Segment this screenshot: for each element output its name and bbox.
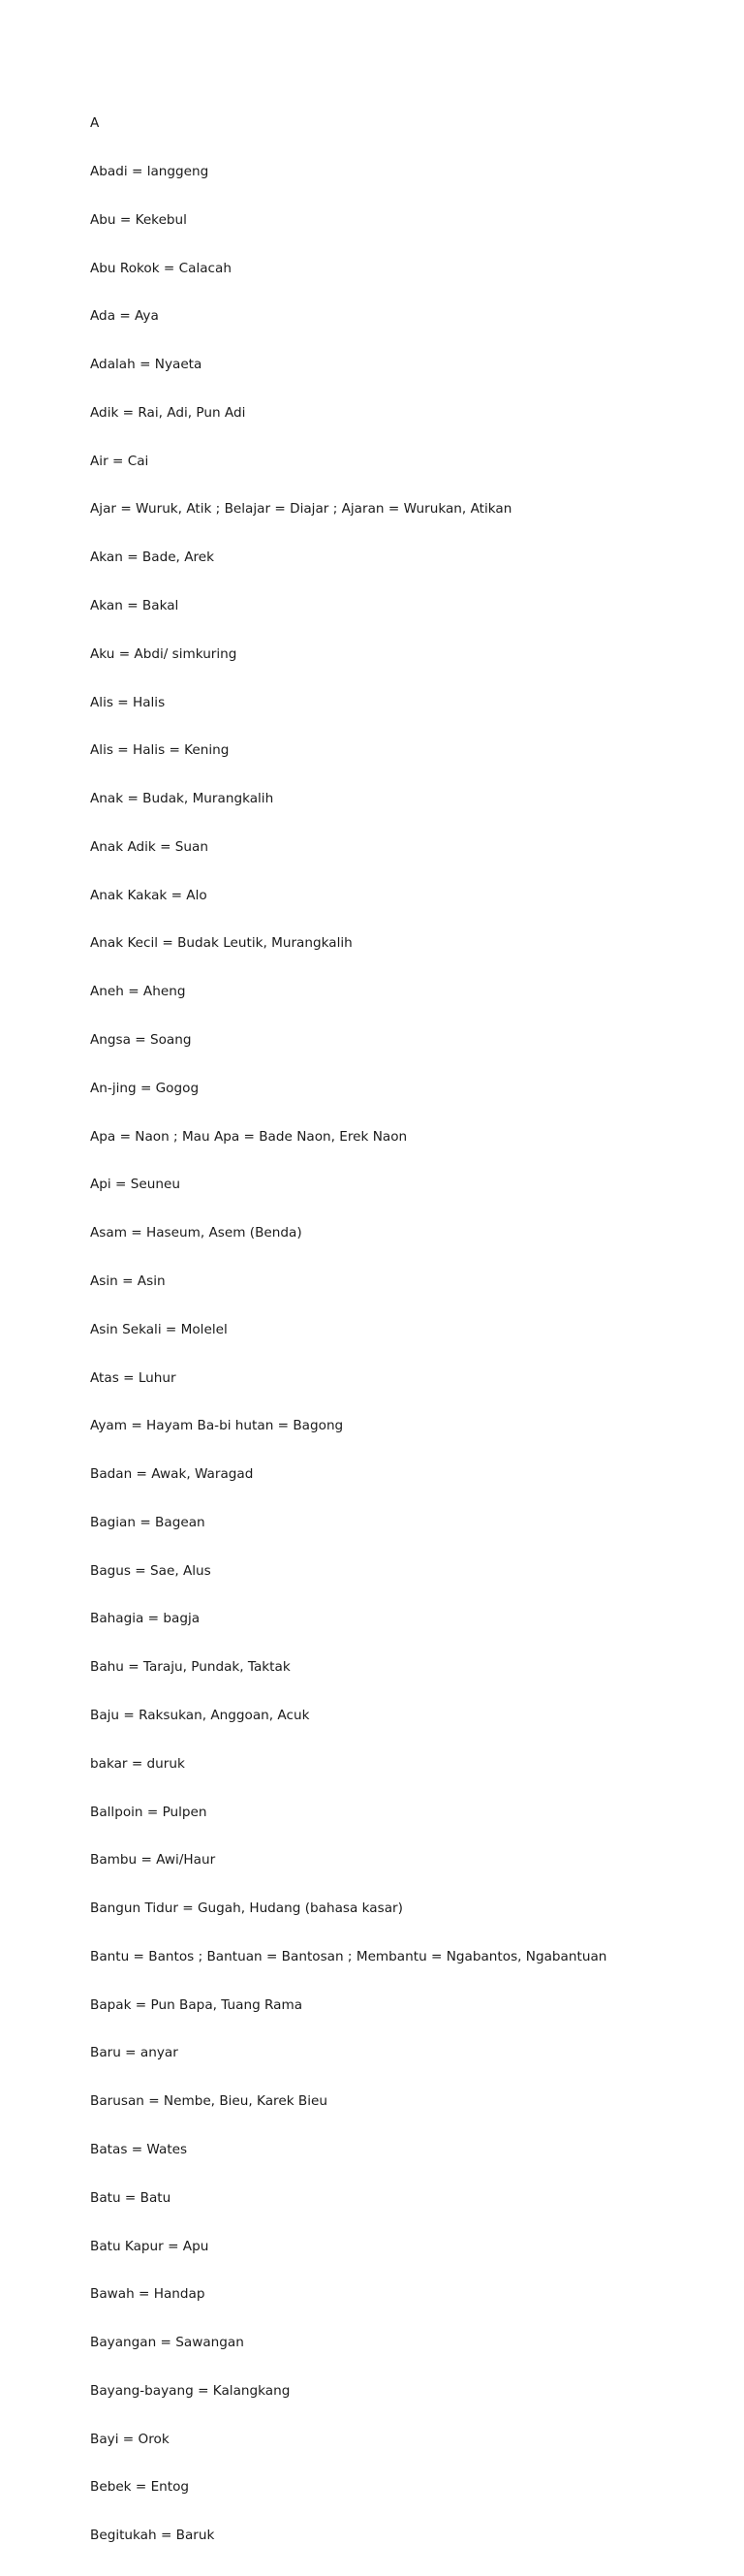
dictionary-entry: Bayangan = Sawangan <box>90 2335 244 2351</box>
dictionary-entry: Ajar = Wuruk, Atik ; Belajar = Diajar ; Ajaran = Wurukan, Atikan <box>90 501 512 518</box>
dictionary-entry: Apa = Naon ; Mau Apa = Bade Naon, Erek Naon <box>90 1128 408 1145</box>
dictionary-entry: An-jing = Gogog <box>90 1080 200 1096</box>
dictionary-entry: Bahu = Taraju, Pundak, Taktak <box>90 1659 291 1676</box>
dictionary-entry: Asin Sekali = Molelel <box>90 1321 228 1337</box>
dictionary-entry: Baru = anyar <box>90 2045 178 2061</box>
dictionary-entry: Bagus = Sae, Alus <box>90 1562 211 1579</box>
dictionary-entry: Baju = Raksukan, Anggoan, Acuk <box>90 1707 310 1723</box>
dictionary-entry: Adalah = Nyaeta <box>90 357 202 373</box>
dictionary-entry: Batu Kapur = Apu <box>90 2238 209 2254</box>
dictionary-entry: Bapak = Pun Bapa, Tuang Rama <box>90 1996 303 2013</box>
dictionary-entry: Api = Seuneu <box>90 1177 180 1193</box>
dictionary-entry: Abu = Kekebul <box>90 211 187 228</box>
dictionary-entry: Air = Cai <box>90 453 149 469</box>
dictionary-entry: Badan = Awak, Waragad <box>90 1466 254 1483</box>
dictionary-entry: Akan = Bade, Arek <box>90 550 215 566</box>
dictionary-entry: Begitukah = Baruk <box>90 2528 215 2544</box>
dictionary-entry: Barusan = Nembe, Bieu, Karek Bieu <box>90 2093 327 2110</box>
dictionary-entry: Angsa = Soang <box>90 1032 192 1049</box>
dictionary-entry: Aku = Abdi/ simkuring <box>90 645 237 662</box>
dictionary-entry: Asam = Haseum, Asem (Benda) <box>90 1225 302 1241</box>
dictionary-entry: Bayang-bayang = Kalangkang <box>90 2382 291 2399</box>
dictionary-entry: Ballpoin = Pulpen <box>90 1804 207 1820</box>
dictionary-entry: Bangun Tidur = Gugah, Hudang (bahasa kasar) <box>90 1901 403 1917</box>
dictionary-entry: Abadi = langgeng <box>90 163 209 179</box>
dictionary-entry: Atas = Luhur <box>90 1369 176 1386</box>
dictionary-entry: Alis = Halis <box>90 694 166 710</box>
dictionary-entry: Anak = Budak, Murangkalih <box>90 791 274 807</box>
dictionary-entry: Batu = Batu <box>90 2189 171 2206</box>
dictionary-entry: Adik = Rai, Adi, Pun Adi <box>90 404 246 421</box>
dictionary-entry: Bantu = Bantos ; Bantuan = Bantosan ; Membantu = Ngabantos, Ngabantuan <box>90 1948 607 1964</box>
dictionary-entry: Alis = Halis = Kening <box>90 742 230 759</box>
dictionary-entry: Abu Rokok = Calacah <box>90 260 232 276</box>
dictionary-list <box>90 83 606 2576</box>
dictionary-entry: Bahagia = bagja <box>90 1611 201 1627</box>
dictionary-entry: Ayam = Hayam Ba-bi hutan = Bagong <box>90 1418 344 1434</box>
dictionary-entry: Ada = Aya <box>90 308 159 325</box>
dictionary-entry: Asin = Asin <box>90 1272 166 1289</box>
section-heading: A <box>90 115 100 132</box>
dictionary-entry: bakar = duruk <box>90 1755 185 1772</box>
dictionary-entry: Batas = Wates <box>90 2142 188 2157</box>
dictionary-entry: Aneh = Aheng <box>90 984 186 1000</box>
dictionary-entry: Bayi = Orok <box>90 2431 170 2447</box>
dictionary-entry: Bambu = Awi/Haur <box>90 1852 216 1869</box>
dictionary-entry: Anak Adik = Suan <box>90 838 208 855</box>
dictionary-entry: Bagian = Bagean <box>90 1514 205 1530</box>
dictionary-entry: Anak Kakak = Alo <box>90 887 207 903</box>
dictionary-entry: Anak Kecil = Budak Leutik, Murangkalih <box>90 935 353 952</box>
dictionary-entry: Bebek = Entog <box>90 2479 190 2496</box>
dictionary-entry: Akan = Bakal <box>90 598 179 613</box>
dictionary-entry: Bawah = Handap <box>90 2286 205 2303</box>
